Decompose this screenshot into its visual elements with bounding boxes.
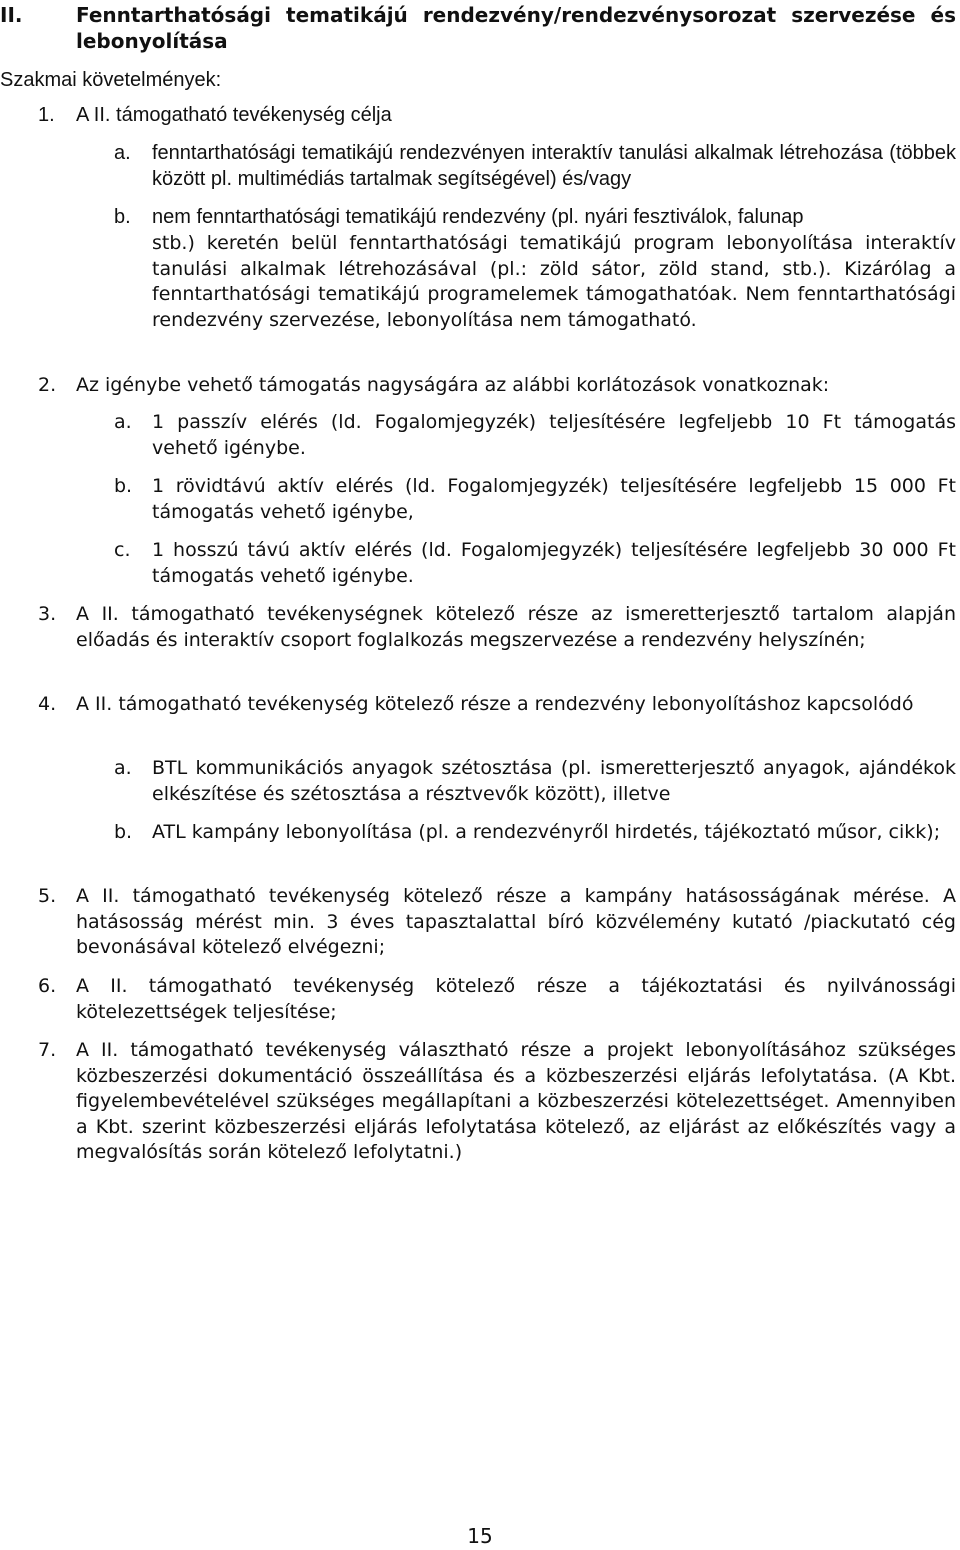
list-subitem-label: a. <box>114 142 131 164</box>
section-number: II. <box>0 3 23 27</box>
list-item-number: 4. <box>38 693 57 715</box>
list-subitem-label: a. <box>114 411 132 433</box>
list-item-text: Az igénybe vehető támogatás nagyságára az alábbi korlátozások vonatkoznak: <box>76 374 830 396</box>
list-item-text: A II. támogatható tevékenység választható része a projekt lebonyolításához szükséges közbeszerzési dokumentáció összeállítása és a közbeszerzési eljárás lefolytatása. (A Kbt. figyelembevételével szükséges megállapítani a közbeszerzési kötelezettséget. Amennyiben a Kbt. szerint közbeszerzési eljárás lefolytatása kötelező, az eljárást az előkészítés vagy a megvalósítás során kötelező lefolytatni.) <box>76 1039 956 1163</box>
list-item-text: A II. támogatható tevékenység célja <box>76 104 392 126</box>
list-subitem-1b-first-line <box>114 205 956 231</box>
requirements-intro: Szakmai követelmények: <box>0 69 222 91</box>
list-subitem-label: a. <box>114 757 132 779</box>
list-subitem-2a <box>114 410 956 461</box>
list-item-text: A II. támogatható tevékenység kötelező része a rendezvény lebonyolításhoz kapcsolódó <box>76 693 914 715</box>
list-subitem-text: 1 passzív elérés (ld. Fogalomjegyzék) teljesítésére legfeljebb 10 Ft támogatás vehető igénybe. <box>152 411 956 459</box>
list-item-number: 3. <box>38 603 57 625</box>
list-subitem-4b <box>114 820 956 846</box>
list-subitem-label: b. <box>114 206 131 228</box>
list-item-text: A II. támogatható tevékenységnek kötelező része az ismeretterjesztő tartalom alapján előadás és interaktív csoport foglalkozás megszervezése a rendezvény helyszínén; <box>76 603 956 651</box>
page-number: 15 <box>467 1524 493 1548</box>
list-subitem-text: ATL kampány lebonyolítása (pl. a rendezvényről hirdetés, tájékoztató műsor, cikk); <box>152 821 941 843</box>
list-subitem-4a <box>114 756 956 807</box>
list-item-6 <box>38 974 956 1025</box>
list-item-text: A II. támogatható tevékenység kötelező része a tájékoztatási és nyilvánossági kötelezettségek teljesítése; <box>76 975 956 1023</box>
list-subitem-2b <box>114 474 956 525</box>
list-subitem-2c <box>114 538 956 589</box>
list-item-4 <box>38 692 956 718</box>
list-item-3 <box>38 602 956 653</box>
section-heading <box>0 2 956 54</box>
list-subitem-label: c. <box>114 539 131 561</box>
list-item-number: 6. <box>38 975 57 997</box>
list-subitem-text: BTL kommunikációs anyagok szétosztása (pl. ismeretterjesztő anyagok, ajándékok elkészítése és szétosztása a résztvevők között), illetve <box>152 757 956 805</box>
list-subitem-text: fenntarthatósági tematikájú rendezvényen interaktív tanulási alkalmak létrehozása (többek között pl. multimédiás tartalmak segítségével) és/vagy <box>152 142 956 190</box>
list-subitem-text: stb.) keretén belül fenntarthatósági tematikájú program lebonyolítása interaktív tanulási alkalmak létrehozásával (pl.: zöld sátor, zöld stand, stb.). Kizárólag a fenntarthatósági tematikájú programelemek támogathatóak. Nem fenntarthatósági rendezvény szervezése, lebonyolítása nem támogatható. <box>152 232 956 331</box>
list-item-7 <box>38 1038 956 1166</box>
list-subitem-text: 1 hosszú távú aktív elérés (ld. Fogalomjegyzék) teljesítésére legfeljebb 30 000 Ft támogatás vehető igénybe. <box>152 539 956 587</box>
list-item-number: 2. <box>38 374 57 396</box>
list-subitem-text: 1 rövidtávú aktív elérés (ld. Fogalomjegyzék) teljesítésére legfeljebb 15 000 Ft támogatás vehető igénybe, <box>152 475 956 523</box>
list-subitem-1b-continuation <box>114 231 956 333</box>
list-item-text: A II. támogatható tevékenység kötelező része a kampány hatásosságának mérése. A hatásosság mérést min. 3 éves tapasztalattal bíró közvélemény kutató /piackutató cég bevonásával kötelező elvégezni; <box>76 885 956 958</box>
list-subitem-label: b. <box>114 475 133 497</box>
section-title: Fenntarthatósági tematikájú rendezvény/rendezvénysorozat szervezése és lebonyolítása <box>76 3 956 53</box>
list-item-number: 5. <box>38 885 57 907</box>
list-item-5 <box>38 884 956 961</box>
list-item-2 <box>38 373 956 399</box>
list-subitem-text: nem fenntarthatósági tematikájú rendezvény (pl. nyári fesztiválok, falunap <box>152 206 804 228</box>
list-item-number: 1. <box>38 104 55 126</box>
list-subitem-1a <box>114 141 956 192</box>
list-item-1 <box>38 103 956 129</box>
list-subitem-label: b. <box>114 821 133 843</box>
list-item-number: 7. <box>38 1039 57 1061</box>
